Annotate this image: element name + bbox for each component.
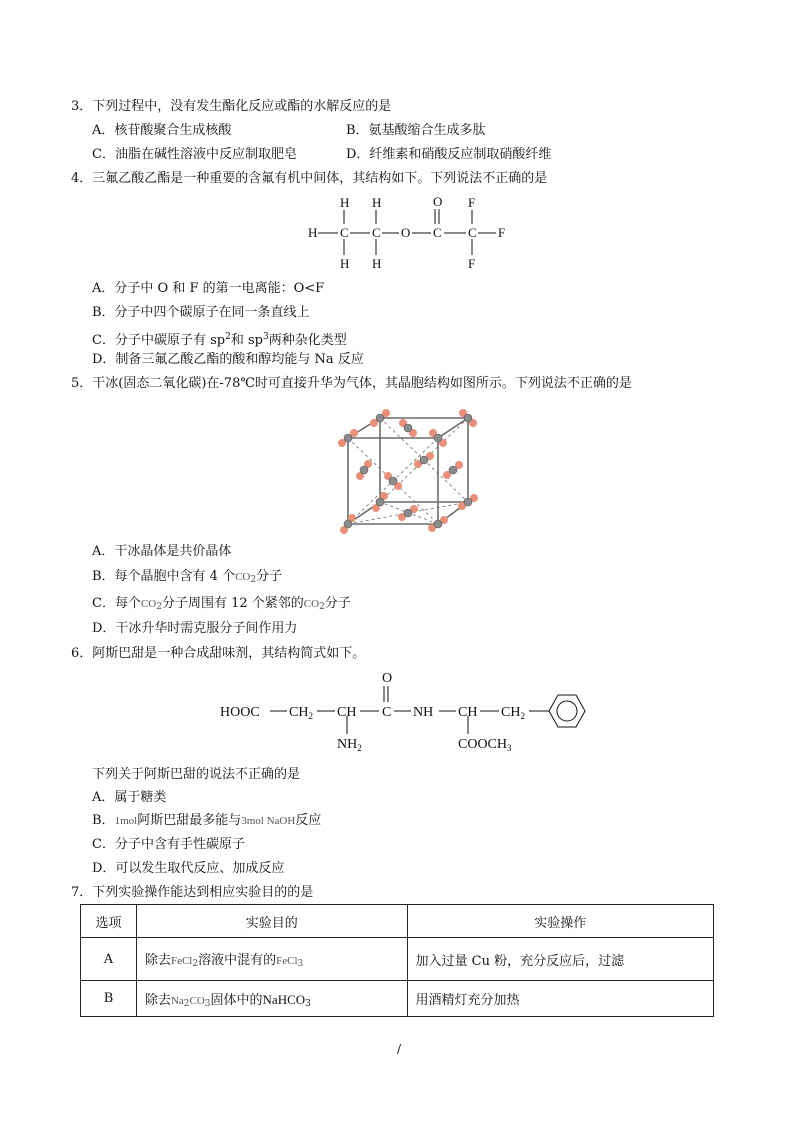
f-ch2: CH (458, 705, 478, 720)
q6-option-b: B．1mol阿斯巴甜最多能与3mol NaOH反应 (92, 813, 322, 828)
q7-experiment-table (80, 904, 714, 1017)
co2-formula: CO (303, 598, 320, 610)
q4-atom-o: O (401, 225, 411, 240)
q6-option-d: D．可以发生取代反应、加成反应 (92, 861, 285, 876)
header-purpose: 实验目的 (136, 905, 407, 938)
row-b-operation: 用酒精灯充分加热 (407, 981, 713, 1017)
carbon-atom (360, 466, 368, 474)
co2-molecule-face (356, 460, 372, 480)
header-option: 选项 (81, 905, 137, 938)
co2-molecule-face (398, 505, 418, 521)
header-operation: 实验操作 (407, 905, 713, 938)
f-ch2a: $CH_2$ (289, 705, 313, 721)
carbon-atom (449, 466, 457, 474)
dry-ice-unit-cell-diagram (328, 404, 486, 538)
co2-molecule-face (399, 419, 417, 437)
q4-atom-o-carbonyl: O (433, 194, 443, 209)
f-cooch3: $COOCH_3$ (458, 737, 512, 753)
q4-atom-f-top: F (468, 195, 476, 210)
carbon-atom (434, 520, 442, 528)
f-o: O (382, 671, 393, 686)
co2-molecule-face (384, 472, 402, 490)
q7-stem: 7．下列实验操作能达到相应实验目的的是 (71, 885, 314, 900)
table-row (81, 938, 714, 981)
carbon-atom (376, 498, 384, 506)
q4-structure-formula (300, 192, 520, 274)
carbon-atom (420, 456, 428, 464)
carbon-atom (464, 498, 472, 506)
page-mark: / (397, 1042, 402, 1056)
f-nh: NH (413, 705, 434, 720)
aspartame-structure-formula (218, 668, 603, 756)
q4-atom-h-top2: H (372, 195, 382, 210)
carbon-atom (344, 520, 352, 528)
q4-atom-c4: C (468, 225, 477, 240)
row-a-purpose: 除去FeCl$_2$溶液中混有的FeCl$_3$ (136, 938, 407, 981)
f-ch: CH (337, 705, 357, 720)
q5-option-d: D．干冰升华时需克服分子间作用力 (92, 621, 298, 636)
carbon-atom (404, 509, 412, 517)
f-hooc: HOOC (220, 705, 260, 720)
q5-option-b: B．每个晶胞中含有 4 个$CO_2$分子 (92, 569, 283, 585)
q6-intro: 下列关于阿斯巴甜的说法不正确的是 (92, 767, 301, 782)
q4-option-c: C．分子中碳原子有 $sp^2$和 $sp^3$两种杂化类型 (92, 332, 347, 348)
q4-atom-c1: C (340, 225, 349, 240)
table-row (81, 981, 714, 1017)
q4-atom-h-left: H (308, 225, 318, 240)
q6-option-c: C．分子中含有手性碳原子 (92, 837, 245, 852)
q4-atom-h-bot1: H (340, 256, 350, 271)
co2-molecule-face (443, 461, 463, 479)
q3-option-d: D．纤维素和硝酸反应制取硝酸纤维 (346, 147, 552, 162)
row-a-option: A (81, 938, 137, 981)
carbon-atom (376, 414, 384, 422)
carbon-atom (434, 434, 442, 442)
row-a-operation: 加入过量 Cu 粉，充分反应后，过滤 (407, 938, 713, 981)
table-header-row (81, 905, 714, 938)
q4-stem: 4．三氟乙酸乙酯是一种重要的含氟有机中间体，其结构如下。下列说法不正确的是 (71, 171, 548, 186)
q4-atom-f-bot: F (468, 256, 476, 271)
f-nh2: $NH_2$ (337, 737, 362, 753)
co2-molecule-face (414, 452, 434, 468)
row-b-purpose: 除去$Na_2CO_3$固体中的NaHCO$_3$ (136, 981, 407, 1017)
q6-stem: 6．阿斯巴甜是一种合成甜味剂，其结构简式如下。 (71, 646, 366, 661)
carbon-atom (389, 477, 397, 485)
carbon-atom (344, 434, 352, 442)
q3-stem: 3．下列过程中，没有发生酯化反应或酯的水解反应的是 (71, 99, 392, 114)
carbon-atom (404, 424, 412, 432)
mol-unit: 1mol (114, 815, 138, 827)
q6-option-a: A．属于糖类 (92, 790, 167, 805)
q3-option-a: A．核苷酸聚合生成核酸 (92, 123, 232, 138)
q4-option-d: D．制备三氟乙酸乙酯的酸和醇均能与 Na 反应 (92, 352, 364, 367)
q5-stem: 5．干冰(固态二氧化碳)在-78℃时可直接升华为气体，其晶胞结构如图所示。下列说法不正确的是 (71, 376, 632, 391)
row-b-option: B (81, 981, 137, 1017)
q4-atom-h-bot2: H (372, 256, 382, 271)
q4-atom-c3: C (433, 225, 442, 240)
carbon-atom (464, 414, 472, 422)
q4-option-b: B．分子中四个碳原子在同一条直线上 (92, 305, 310, 320)
f-c: C (382, 705, 392, 720)
q5-option-a: A．干冰晶体是共价晶体 (92, 544, 232, 559)
q3-option-b: B．氨基酸缩合生成多肽 (346, 123, 486, 138)
q4-atom-c2: C (372, 225, 381, 240)
q4-option-a: A．分子中 O 和 F 的第一电离能：O<F (92, 281, 325, 296)
q3-option-c: C．油脂在碱性溶液中反应制取肥皂 (92, 147, 297, 162)
co2-formula: CO (235, 571, 251, 583)
naoh-amount: 3mol NaOH (241, 815, 296, 827)
q5-option-c: C．每个$CO_2$分子周围有 12 个紧邻的$CO_2$分子 (92, 596, 351, 612)
q4-atom-h-top1: H (340, 195, 350, 210)
cell-edge (438, 418, 468, 438)
f-ch2b: $CH_2$ (501, 705, 525, 721)
co2-formula: CO (140, 598, 157, 610)
q4-atom-f-right: F (498, 225, 506, 240)
